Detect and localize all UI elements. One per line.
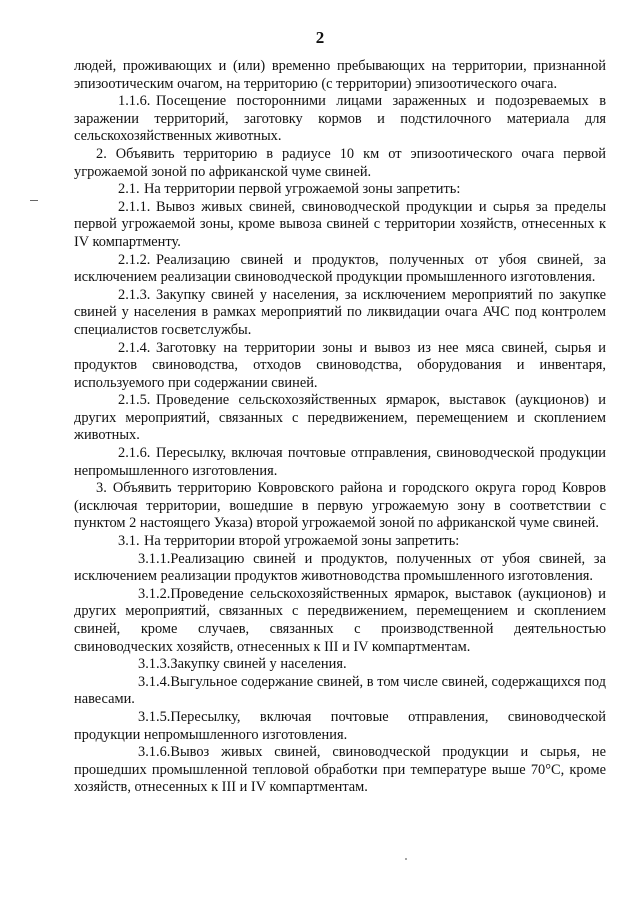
paragraph-2: 2. Объявить территорию в радиусе 10 км от эпизоотического очага первой угрожаемой зоной по африканской чуме свиней.	[74, 145, 606, 180]
margin-mark	[30, 200, 38, 201]
paragraph-3-1: 3.1. На территории второй угрожаемой зоны запретить:	[118, 533, 460, 550]
document-body	[74, 58, 606, 797]
paragraph-3: 3. Объявить территорию Ковровского района и городского округа город Ковров (исключая территории, вошедшие в первую угрожаемую зону в соответствии с пунктом 2 настоящего Указа) второй угрожаемой зоной по африканской чуме свиней.	[74, 480, 606, 532]
paragraph-2-1-5: 2.1.5. Проведение сельскохозяйственных ярмарок, выставок (аукционов) и других мероприятий, связанных с передвижением, перемещением и скоплением животных.	[74, 392, 606, 444]
paragraph-2-1-6: 2.1.6. Пересылку, включая почтовые отправления, свиноводческой продукции непромышленного изготовления.	[74, 445, 606, 479]
paragraph-2-1-1: 2.1.1. Вывоз живых свиней, свиноводческой продукции и сырья за пределы первой угрожаемой зоны, кроме вывоза свиней с территории хозяйств, отнесенных к IV компартменту.	[74, 198, 606, 250]
paragraph-2-1-4: 2.1.4. Заготовку на территории зоны и вывоз из нее мяса свиней, сырья и продуктов свиноводства, отходов свиноводства, оборудования и инвентаря, используемого при содержании свиней.	[74, 339, 606, 391]
paragraph-2-1-3: 2.1.3. Закупку свиней у населения, за исключением мероприятий по закупке свиней у населения в рамках мероприятий по ликвидации очага АЧС под контролем специалистов госветслужбы.	[74, 286, 606, 338]
paragraph-3-1-2: 3.1.2.Проведение сельскохозяйственных ярмарок, выставок (аукционов) и других мероприятий, связанных с передвижением, перемещением и скоплением свиней, кроме случаев, связанных с производственной деятельностью свиноводческих хозяйств, отнесенных к III и IV компартментам.	[74, 585, 606, 655]
page-number: 2	[315, 28, 325, 47]
paragraph-3-1-6: 3.1.6.Вывоз живых свиней, свиноводческой продукции и сырья, не прошедших промышленной тепловой обработки при температуре выше 70°С, кроме хозяйств, отнесенных к III и IV компартментам.	[74, 744, 606, 796]
scan-speck	[405, 858, 407, 860]
paragraph-3-1-3: 3.1.3.Закупку свиней у населения.	[138, 656, 347, 673]
paragraph-3-1-4: 3.1.4.Выгульное содержание свиней, в том числе свиней, содержащихся под навесами.	[74, 673, 606, 708]
paragraph-3-1-5: 3.1.5.Пересылку, включая почтовые отправления, свиноводческой продукции непромышленного изготовления.	[74, 708, 606, 743]
paragraph-2-1-2: 2.1.2. Реализацию свиней и продуктов, полученных от убоя свиней, за исключением реализации свиноводческой продукции промышленного изготовления.	[74, 251, 606, 286]
paragraph-2-1: 2.1. На территории первой угрожаемой зоны запретить:	[118, 181, 461, 198]
paragraph-1-1-6: 1.1.6. Посещение посторонними лицами зараженных и подозреваемых в заражении территорий, заготовку кормов и подстилочного материала для сельскохозяйственных животных.	[74, 93, 606, 145]
paragraph-3-1-1: 3.1.1.Реализацию свиней и продуктов, полученных от убоя свиней, за исключением реализации продуктов животноводства промышленного изготовления.	[74, 550, 606, 585]
paragraph-continuation: людей, проживающих и (или) временно пребывающих на территории, признанной эпизоотическим очагом, на территорию (с территории) эпизоотического очага.	[74, 58, 606, 92]
